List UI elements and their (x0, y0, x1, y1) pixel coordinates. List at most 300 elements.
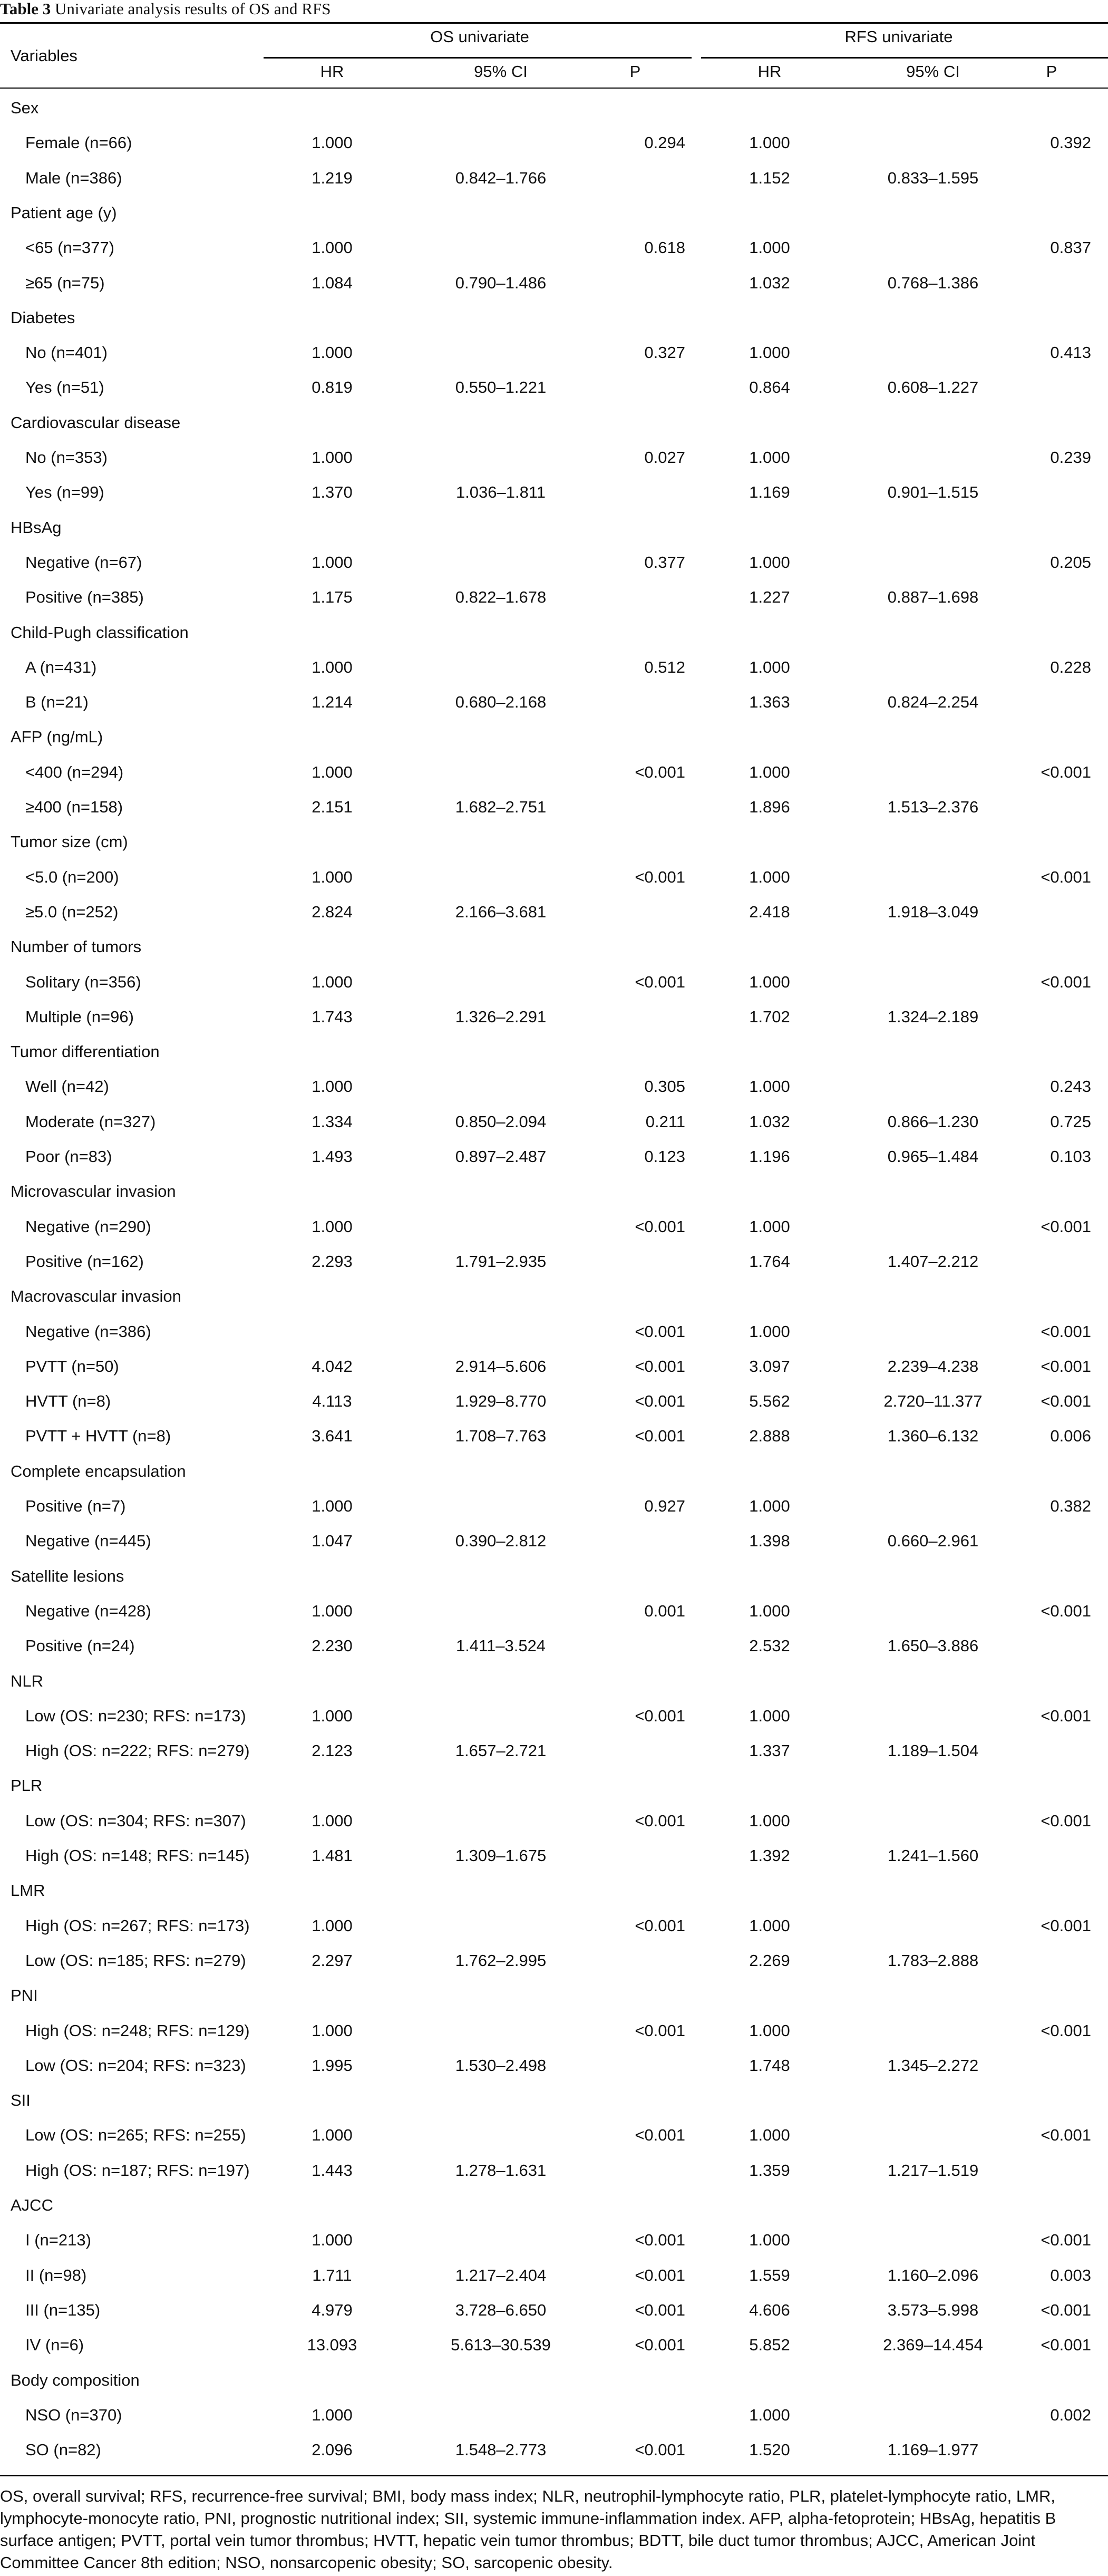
os-ci-cell: 1.326–2.291 (455, 1007, 547, 1026)
rfs-hr-cell: 1.000 (749, 2021, 790, 2040)
variable-level: High (OS: n=267; RFS: n=173) (25, 1916, 250, 1935)
rfs-hr-cell: 1.000 (749, 1706, 790, 1725)
os-p-cell: 0.327 (644, 343, 685, 362)
rfs-p-cell (991, 1244, 1091, 1279)
os-hr-cell: 1.175 (312, 588, 353, 607)
variable-level: Negative (n=428) (25, 1601, 151, 1620)
os-hr-cell: 1.000 (312, 553, 353, 572)
table-row (0, 1594, 1108, 1629)
table-row (0, 895, 1108, 929)
variable-level: Yes (n=51) (25, 378, 104, 397)
rfs-p-cell (991, 685, 1091, 720)
rfs-p-cell: 0.205 (1050, 553, 1091, 572)
rfs-hr-cell: 0.864 (749, 378, 790, 397)
variable-level: <400 (n=294) (25, 762, 124, 781)
os-hr-cell: 2.824 (312, 902, 353, 921)
rfs-ci-cell: 1.918–3.049 (887, 902, 979, 921)
rfs-p-cell: <0.001 (1041, 2300, 1091, 2319)
os-p-cell (590, 2153, 685, 2188)
os-ci-cell: 2.914–5.606 (455, 1357, 547, 1376)
rfs-ci-cell: 1.407–2.212 (887, 1252, 979, 1271)
rfs-p-cell: <0.001 (1041, 972, 1091, 991)
os-hr-cell: 1.084 (312, 273, 353, 292)
variable-level: Low (OS: n=185; RFS: n=279) (25, 1951, 246, 1970)
table-row (0, 1069, 1108, 1104)
table-row (0, 1524, 1108, 1558)
rfs-p-cell: <0.001 (1041, 1916, 1091, 1935)
rfs-p-cell: <0.001 (1041, 2336, 1091, 2355)
rfs-hr-cell: 1.392 (749, 1846, 790, 1865)
os-ci-cell: 2.166–3.681 (455, 902, 547, 921)
os-p-cell (590, 1629, 685, 1663)
table-label: Table 3 (0, 0, 51, 18)
variable-name: PNI (11, 1986, 38, 2005)
rfs-p-cell: <0.001 (1041, 1392, 1091, 1411)
variable-level: Negative (n=290) (25, 1217, 151, 1236)
table-row (0, 2223, 1108, 2258)
variable-name: Macrovascular invasion (11, 1287, 181, 1306)
table-row (0, 230, 1108, 265)
variable-level: High (OS: n=222; RFS: n=279) (25, 1741, 250, 1760)
os-p-cell: <0.001 (635, 2021, 685, 2040)
rfs-p-cell: <0.001 (1041, 1322, 1091, 1341)
header-rfs-p: P (1046, 62, 1057, 81)
os-p-cell: <0.001 (635, 2336, 685, 2355)
variable-group-row (0, 405, 1108, 440)
os-p-cell (590, 475, 685, 510)
table-row (0, 2328, 1108, 2362)
variable-name: AFP (ng/mL) (11, 728, 103, 747)
variable-level: SO (n=82) (25, 2441, 101, 2459)
variable-level: IV (n=6) (25, 2336, 84, 2355)
rfs-hr-cell: 1.000 (749, 1077, 790, 1096)
table-row (0, 1419, 1108, 1454)
os-ci-cell: 1.530–2.498 (455, 2056, 547, 2075)
os-p-cell (590, 1000, 685, 1034)
rfs-p-cell (991, 1629, 1091, 1663)
table-row (0, 1000, 1108, 1034)
os-ci-cell (401, 1209, 601, 1244)
rfs-p-cell: 0.003 (1050, 2265, 1091, 2284)
os-p-cell: <0.001 (635, 1357, 685, 1376)
os-hr-cell: 1.219 (312, 168, 353, 187)
variable-level: Male (n=386) (25, 168, 122, 187)
os-hr-cell: 1.000 (312, 972, 353, 991)
variable-level: NSO (n=370) (25, 2405, 122, 2424)
os-p-cell (590, 1943, 685, 1978)
variable-level: A (n=431) (25, 657, 97, 676)
os-hr-cell: 1.000 (312, 133, 353, 152)
rfs-hr-cell: 1.169 (749, 483, 790, 502)
os-p-cell: 0.027 (644, 448, 685, 467)
os-p-cell: 0.305 (644, 1077, 685, 1096)
os-p-cell (590, 1734, 685, 1768)
table-row (0, 685, 1108, 720)
rfs-p-cell: <0.001 (1041, 2231, 1091, 2250)
variable-level: High (OS: n=148; RFS: n=145) (25, 1846, 250, 1865)
os-ci-cell (401, 335, 601, 370)
os-hr-cell: 2.096 (312, 2441, 353, 2459)
variable-level: Multiple (n=96) (25, 1007, 134, 1026)
os-hr-cell: 1.000 (312, 1077, 353, 1096)
rfs-p-cell: <0.001 (1041, 1357, 1091, 1376)
rfs-ci-cell: 1.241–1.560 (887, 1846, 979, 1865)
rfs-hr-cell: 3.097 (749, 1357, 790, 1376)
variable-level: Low (OS: n=304; RFS: n=307) (25, 1811, 246, 1830)
variable-level: PVTT (n=50) (25, 1357, 119, 1376)
variable-level: Low (OS: n=265; RFS: n=255) (25, 2126, 246, 2145)
variable-name: Cardiovascular disease (11, 413, 181, 432)
rfs-ci-cell: 2.720–11.377 (883, 1392, 983, 1411)
os-hr-cell: 1.000 (312, 762, 353, 781)
os-hr-cell: 1.000 (312, 2126, 353, 2145)
os-ci-cell: 5.613–30.539 (451, 2336, 551, 2355)
os-p-cell: <0.001 (635, 1811, 685, 1830)
os-hr-cell: 1.000 (312, 1811, 353, 1830)
os-hr-cell (264, 1314, 401, 1349)
table-row (0, 2293, 1108, 2328)
table-row (0, 2118, 1108, 2153)
os-hr-cell: 1.481 (312, 1846, 353, 1865)
os-p-cell (590, 2398, 685, 2433)
os-p-cell: <0.001 (635, 1706, 685, 1725)
os-hr-cell: 2.297 (312, 1951, 353, 1970)
table-row (0, 1943, 1108, 1978)
rfs-p-cell (991, 161, 1091, 196)
table-row (0, 440, 1108, 475)
rfs-ci-cell: 0.901–1.515 (887, 483, 979, 502)
rfs-hr-cell: 1.000 (749, 1217, 790, 1236)
os-ci-cell (401, 1699, 601, 1734)
table-row (0, 2258, 1108, 2293)
os-hr-cell: 1.711 (312, 2265, 352, 2284)
rfs-hr-cell: 2.532 (749, 1636, 790, 1655)
variable-group-row (0, 929, 1108, 964)
rfs-group-rule (701, 57, 1108, 59)
os-ci-cell (401, 1594, 601, 1629)
rfs-p-cell: <0.001 (1041, 1706, 1091, 1725)
rfs-p-cell: 0.103 (1050, 1147, 1091, 1166)
table-row (0, 125, 1108, 160)
os-hr-cell: 4.979 (312, 2300, 353, 2319)
os-hr-cell: 0.819 (312, 378, 353, 397)
table-row (0, 2433, 1108, 2467)
os-hr-cell: 1.000 (312, 448, 353, 467)
os-hr-cell: 1.334 (312, 1112, 353, 1131)
os-ci-cell: 1.929–8.770 (455, 1392, 547, 1411)
table-row (0, 2048, 1108, 2083)
os-p-cell: <0.001 (635, 2126, 685, 2145)
variable-level: Low (OS: n=230; RFS: n=173) (25, 1706, 246, 1725)
rfs-hr-cell: 1.359 (749, 2161, 790, 2180)
table-row (0, 965, 1108, 1000)
rfs-hr-cell: 1.032 (749, 273, 790, 292)
rfs-hr-cell: 4.606 (749, 2300, 790, 2319)
table-row (0, 161, 1108, 196)
variable-level: ≥5.0 (n=252) (25, 902, 119, 921)
table-row (0, 1244, 1108, 1279)
os-ci-cell: 1.036–1.811 (455, 483, 546, 502)
rfs-hr-cell: 2.269 (749, 1951, 790, 1970)
os-ci-cell (401, 2223, 601, 2258)
header-rfs-hr: HR (757, 62, 782, 81)
rfs-hr-cell: 1.000 (749, 762, 790, 781)
rfs-ci-cell: 2.239–4.238 (887, 1357, 979, 1376)
header-rfs-ci: 95% CI (906, 62, 960, 81)
rfs-hr-cell: 1.000 (749, 1916, 790, 1935)
variable-level: HVTT (n=8) (25, 1392, 111, 1411)
rfs-hr-cell: 1.000 (749, 1322, 790, 1341)
rfs-p-cell (991, 1838, 1091, 1873)
rfs-ci-cell: 0.965–1.484 (887, 1147, 979, 1166)
rfs-p-cell (991, 895, 1091, 929)
os-ci-cell: 1.657–2.721 (455, 1741, 547, 1760)
table-row (0, 1349, 1108, 1384)
variable-group-row (0, 825, 1108, 859)
os-p-cell: <0.001 (635, 1392, 685, 1411)
os-p-cell: <0.001 (635, 2265, 685, 2284)
os-hr-cell: 1.443 (312, 2161, 353, 2180)
rfs-p-cell: 0.239 (1050, 448, 1091, 467)
os-ci-cell (401, 2118, 601, 2153)
rfs-p-cell (991, 1943, 1091, 1978)
rfs-p-cell: 0.382 (1050, 1497, 1091, 1515)
os-ci-cell (401, 860, 601, 895)
os-ci-cell (401, 2013, 601, 2048)
rfs-ci-cell: 1.217–1.519 (887, 2161, 979, 2180)
variable-name: Microvascular invasion (11, 1182, 176, 1201)
table-row (0, 1489, 1108, 1524)
os-ci-cell: 1.217–2.404 (455, 2265, 547, 2284)
rfs-p-cell: 0.725 (1050, 1112, 1091, 1131)
os-p-cell: 0.123 (644, 1147, 685, 1166)
header-rfs-group: RFS univariate (844, 27, 953, 46)
os-hr-cell: 2.230 (312, 1636, 353, 1655)
variable-level: High (OS: n=187; RFS: n=197) (25, 2161, 250, 2180)
rfs-hr-cell: 1.000 (749, 343, 790, 362)
rfs-p-cell (991, 1734, 1091, 1768)
os-hr-cell: 1.000 (312, 1916, 353, 1935)
os-ci-cell: 1.791–2.935 (455, 1252, 547, 1271)
variable-name: NLR (11, 1671, 44, 1690)
variable-name: PLR (11, 1776, 43, 1795)
os-ci-cell: 3.728–6.650 (455, 2300, 547, 2319)
rfs-hr-cell: 2.888 (749, 1427, 790, 1446)
variable-name: HBsAg (11, 518, 62, 537)
rfs-p-cell (991, 2048, 1091, 2083)
rfs-hr-cell: 1.000 (749, 448, 790, 467)
rfs-ci-cell: 0.887–1.698 (887, 588, 979, 607)
rfs-hr-cell: 1.000 (749, 1601, 790, 1620)
os-hr-cell: 1.047 (312, 1532, 353, 1551)
os-p-cell: <0.001 (635, 762, 685, 781)
header-variables: Variables (11, 46, 77, 65)
variable-level: III (n=135) (25, 2300, 101, 2319)
os-hr-cell: 1.000 (312, 657, 353, 676)
os-ci-cell: 0.842–1.766 (455, 168, 547, 187)
os-ci-cell: 1.309–1.675 (455, 1846, 547, 1865)
variable-group-row (0, 510, 1108, 545)
rfs-hr-cell: 1.000 (749, 1497, 790, 1515)
variable-level: ≥400 (n=158) (25, 798, 123, 816)
rfs-ci-cell: 1.169–1.977 (887, 2441, 979, 2459)
os-ci-cell (401, 125, 601, 160)
variable-level: No (n=353) (25, 448, 108, 467)
os-p-cell: 0.377 (644, 553, 685, 572)
rfs-hr-cell: 1.000 (749, 867, 790, 886)
rfs-ci-cell: 2.369–14.454 (883, 2336, 983, 2355)
os-ci-cell: 1.411–3.524 (455, 1636, 546, 1655)
rfs-p-cell: <0.001 (1041, 2021, 1091, 2040)
variable-group-row (0, 1034, 1108, 1069)
os-hr-cell: 2.151 (312, 798, 353, 816)
rfs-p-cell (991, 790, 1091, 825)
table-row (0, 1139, 1108, 1174)
os-group-rule (264, 57, 692, 59)
os-ci-cell: 0.550–1.221 (455, 378, 547, 397)
os-hr-cell: 1.000 (312, 238, 353, 257)
table-row (0, 266, 1108, 301)
rfs-p-cell (991, 2153, 1091, 2188)
variable-level: Negative (n=67) (25, 553, 142, 572)
variable-group-row (0, 1768, 1108, 1803)
table-row (0, 1629, 1108, 1663)
rfs-p-cell (991, 370, 1091, 405)
os-ci-cell (401, 1314, 601, 1349)
os-ci-cell: 0.390–2.812 (455, 1532, 547, 1551)
variable-name: Child-Pugh classification (11, 623, 189, 642)
rfs-ci-cell: 1.324–2.189 (887, 1007, 979, 1026)
table-row (0, 1699, 1108, 1734)
table-row (0, 1314, 1108, 1349)
os-ci-cell (401, 755, 601, 790)
table-row (0, 755, 1108, 790)
variable-level: Positive (n=385) (25, 588, 144, 607)
os-ci-cell: 0.897–2.487 (455, 1147, 547, 1166)
os-ci-cell (401, 1489, 601, 1524)
os-ci-cell (401, 965, 601, 1000)
variable-level: High (OS: n=248; RFS: n=129) (25, 2021, 250, 2040)
rfs-hr-cell: 2.418 (749, 902, 790, 921)
variable-name: AJCC (11, 2196, 53, 2214)
variable-name: SII (11, 2091, 31, 2110)
os-hr-cell: 2.123 (312, 1741, 353, 1760)
variable-name: Body composition (11, 2370, 140, 2389)
variable-group-row (0, 1174, 1108, 1209)
table-row (0, 2013, 1108, 2048)
rfs-hr-cell: 1.896 (749, 798, 790, 816)
variable-level: Yes (n=99) (25, 483, 104, 502)
os-hr-cell: 4.042 (312, 1357, 353, 1376)
variable-level: Positive (n=162) (25, 1252, 144, 1271)
table-row (0, 790, 1108, 825)
os-p-cell: 0.927 (644, 1497, 685, 1515)
variable-level: Low (OS: n=204; RFS: n=323) (25, 2056, 246, 2075)
rfs-p-cell (991, 580, 1091, 615)
os-hr-cell: 1.000 (312, 1601, 353, 1620)
table-row (0, 1384, 1108, 1419)
os-ci-cell: 0.790–1.486 (455, 273, 547, 292)
table-row (0, 1838, 1108, 1873)
table-row (0, 650, 1108, 685)
rfs-ci-cell: 1.160–2.096 (887, 2265, 979, 2284)
os-ci-cell: 1.708–7.763 (455, 1427, 547, 1446)
os-ci-cell (401, 440, 601, 475)
os-p-cell: 0.001 (644, 1601, 685, 1620)
rfs-hr-cell: 1.032 (749, 1112, 790, 1131)
variable-level: No (n=401) (25, 343, 108, 362)
rfs-hr-cell: 1.337 (749, 1741, 790, 1760)
rfs-hr-cell: 1.000 (749, 2405, 790, 2424)
os-p-cell (590, 1524, 685, 1558)
table-row (0, 860, 1108, 895)
variable-level: Moderate (n=327) (25, 1112, 156, 1131)
rfs-hr-cell: 1.152 (749, 168, 790, 187)
rfs-ci-cell: 1.650–3.886 (887, 1636, 979, 1655)
variable-name: LMR (11, 1881, 45, 1900)
rfs-hr-cell: 1.000 (749, 553, 790, 572)
rfs-hr-cell: 1.000 (749, 133, 790, 152)
os-ci-cell: 0.822–1.678 (455, 588, 547, 607)
variable-group-row (0, 91, 1108, 125)
variable-group-row (0, 2363, 1108, 2398)
os-p-cell: 0.294 (644, 133, 685, 152)
variable-name: Tumor differentiation (11, 1042, 160, 1061)
os-ci-cell: 0.850–2.094 (455, 1112, 547, 1131)
os-ci-cell (401, 2398, 601, 2433)
table-row (0, 1105, 1108, 1139)
os-hr-cell: 1.000 (312, 343, 353, 362)
os-p-cell: <0.001 (635, 1916, 685, 1935)
rfs-ci-cell: 1.783–2.888 (887, 1951, 979, 1970)
table-row (0, 475, 1108, 510)
os-hr-cell: 1.000 (312, 1497, 353, 1515)
rfs-hr-cell: 1.227 (749, 588, 790, 607)
os-p-cell: 0.512 (644, 657, 685, 676)
variable-name: Number of tumors (11, 937, 142, 956)
os-hr-cell: 1.214 (312, 693, 353, 712)
os-p-cell (590, 266, 685, 301)
os-ci-cell: 1.548–2.773 (455, 2441, 547, 2459)
rfs-p-cell: <0.001 (1041, 1217, 1091, 1236)
rfs-hr-cell: 5.562 (749, 1392, 790, 1411)
variable-name: Diabetes (11, 308, 75, 327)
variable-level: Well (n=42) (25, 1077, 109, 1096)
table-footnote: OS, overall survival; RFS, recurrence-free survival; BMI, body mass index; NLR, neutrophil-lymphocyte ratio, PLR, platelet-lymphocyte ratio, LMR, lymphocyte-monocyte ratio, PNI, prognostic nutritional index; SII, systemic immune-inflammation index. AFP, alpha-fetoprotein; HBsAg, hepatitis B surface antigen; PVTT, portal vein tumor thrombus; HVTT, hepatic vein tumor thrombus; BDTT, bile duct tumor thrombus; AJCC, American Joint Committee Cancer 8th edition; NSO, nonsarcopenic obesity; SO, sarcopenic obesity. (0, 2487, 1056, 2572)
os-p-cell: <0.001 (635, 1427, 685, 1446)
variable-level: <5.0 (n=200) (25, 867, 119, 886)
rfs-p-cell: <0.001 (1041, 1811, 1091, 1830)
os-p-cell: <0.001 (635, 2231, 685, 2250)
os-hr-cell: 1.000 (312, 1706, 353, 1725)
os-ci-cell (401, 1804, 601, 1838)
os-ci-cell: 0.680–2.168 (455, 693, 547, 712)
variable-level: Poor (n=83) (25, 1147, 112, 1166)
table-row (0, 545, 1108, 580)
variable-level: Negative (n=445) (25, 1532, 151, 1551)
variable-level: ≥65 (n=75) (25, 273, 105, 292)
rfs-hr-cell: 1.520 (749, 2441, 790, 2459)
variable-level: PVTT + HVTT (n=8) (25, 1427, 171, 1446)
os-p-cell (590, 1838, 685, 1873)
variable-level: I (n=213) (25, 2231, 91, 2250)
rfs-ci-cell: 0.768–1.386 (887, 273, 979, 292)
variable-group-row (0, 1454, 1108, 1489)
os-ci-cell (401, 1909, 601, 1943)
variable-group-row (0, 1873, 1108, 1908)
variable-group-row (0, 1279, 1108, 1314)
variable-name: Patient age (y) (11, 203, 117, 222)
